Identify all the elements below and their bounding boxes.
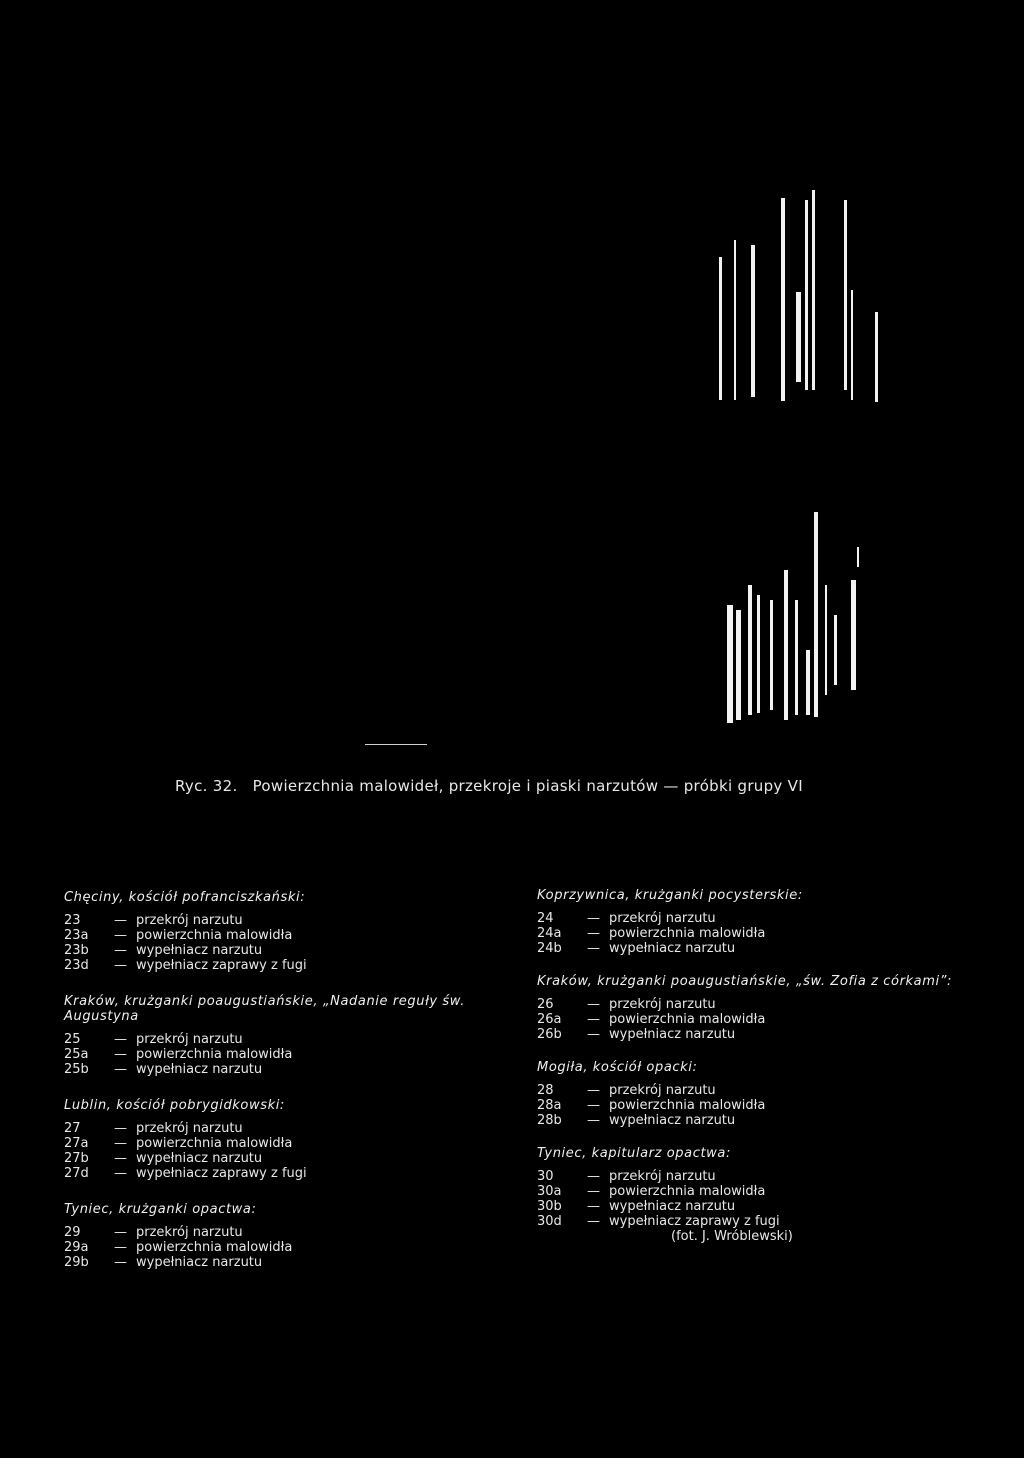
sample-description: powierzchnia malowidła <box>609 1184 766 1199</box>
em-dash: — <box>114 1255 127 1270</box>
sample-code: 30 <box>537 1169 554 1184</box>
sample-code: 26a <box>537 1012 562 1027</box>
sample-code: 27b <box>64 1151 89 1166</box>
location-heading: Chęciny, kościół pofranciszkański: <box>64 890 306 905</box>
sample-description: wypełniacz narzutu <box>136 1151 263 1166</box>
sample-entry <box>537 1027 982 1042</box>
em-dash: — <box>587 1169 600 1184</box>
sample-description: wypełniacz zaprawy z fugi <box>136 958 307 973</box>
sample-description: powierzchnia malowidła <box>136 1240 293 1255</box>
figure-title: Powierzchnia malowideł, przekroje i piaski narzutów — próbki grupy VI <box>252 777 803 795</box>
sample-description: wypełniacz zaprawy z fugi <box>609 1214 780 1229</box>
em-dash: — <box>114 1032 127 1047</box>
sample-description: wypełniacz narzutu <box>609 1199 736 1214</box>
specimen-group <box>537 1060 982 1128</box>
sample-entry <box>64 1166 504 1181</box>
em-dash: — <box>587 1184 600 1199</box>
sample-code: 27d <box>64 1166 89 1181</box>
sample-entry <box>64 928 504 943</box>
sample-entry <box>64 1032 504 1047</box>
em-dash: — <box>114 928 127 943</box>
specimen-group <box>537 888 982 956</box>
sample-entry <box>537 1098 982 1113</box>
sample-code: 25b <box>64 1062 89 1077</box>
sample-code: 27a <box>64 1136 89 1151</box>
sample-code: 30b <box>537 1199 562 1214</box>
specimen-group <box>64 1202 504 1270</box>
sample-description: powierzchnia malowidła <box>609 926 766 941</box>
sample-entry <box>537 1214 982 1229</box>
em-dash: — <box>114 1151 127 1166</box>
specimen-group <box>64 994 504 1077</box>
specimen-group <box>64 1098 504 1181</box>
sample-entry <box>537 911 982 926</box>
sample-code: 25a <box>64 1047 89 1062</box>
sample-code: 24a <box>537 926 562 941</box>
location-heading: Kraków, krużganki poaugustiańskie, „Nadanie reguły św. Augustyna <box>64 994 465 1024</box>
sample-description: wypełniacz narzutu <box>609 1113 736 1128</box>
em-dash: — <box>114 1225 127 1240</box>
sample-code: 29a <box>64 1240 89 1255</box>
sample-description: wypełniacz narzutu <box>136 943 263 958</box>
sample-code: 24b <box>537 941 562 956</box>
em-dash: — <box>114 1136 127 1151</box>
sample-description: przekrój narzutu <box>609 1083 716 1098</box>
sample-code: 23d <box>64 958 89 973</box>
em-dash: — <box>114 958 127 973</box>
sample-entry <box>64 1151 504 1166</box>
em-dash: — <box>114 1121 127 1136</box>
sample-code: 26 <box>537 997 554 1012</box>
sample-entry <box>537 1083 982 1098</box>
sample-entry <box>537 1199 982 1214</box>
sample-description: przekrój narzutu <box>136 913 243 928</box>
sample-description: przekrój narzutu <box>136 1121 243 1136</box>
photo-credit: (fot. J. Wróblewski) <box>671 1229 793 1244</box>
specimen-group <box>537 974 982 1042</box>
left-column <box>64 890 504 1291</box>
specimen-group <box>64 890 504 973</box>
em-dash: — <box>587 1027 600 1042</box>
sample-entry <box>537 997 982 1012</box>
sample-entry <box>537 1113 982 1128</box>
em-dash: — <box>587 941 600 956</box>
sample-code: 30d <box>537 1214 562 1229</box>
sample-code: 28b <box>537 1113 562 1128</box>
sample-entry <box>537 1169 982 1184</box>
location-heading: Tyniec, krużganki opactwa: <box>64 1202 257 1217</box>
sample-description: przekrój narzutu <box>136 1225 243 1240</box>
location-heading: Kraków, krużganki poaugustiańskie, „św. Zofia z córkami”: <box>537 974 953 989</box>
sample-code: 27 <box>64 1121 81 1136</box>
sample-description: przekrój narzutu <box>609 997 716 1012</box>
location-heading: Koprzywnica, krużganki pocysterskie: <box>537 888 803 903</box>
sample-description: wypełniacz zaprawy z fugi <box>136 1166 307 1181</box>
sample-code: 25 <box>64 1032 81 1047</box>
sample-description: przekrój narzutu <box>609 911 716 926</box>
sample-entry <box>537 1012 982 1027</box>
em-dash: — <box>114 1062 127 1077</box>
sample-code: 26b <box>537 1027 562 1042</box>
sample-description: powierzchnia malowidła <box>136 1047 293 1062</box>
em-dash: — <box>587 997 600 1012</box>
sample-entry <box>64 1255 504 1270</box>
sample-description: powierzchnia malowidła <box>609 1012 766 1027</box>
sample-entry <box>64 943 504 958</box>
right-column <box>537 888 982 1262</box>
sample-entry <box>537 1184 982 1199</box>
location-heading: Tyniec, kapitularz opactwa: <box>537 1146 731 1161</box>
em-dash: — <box>114 1240 127 1255</box>
sample-entry <box>64 1136 504 1151</box>
figure-label: Ryc. 32. <box>175 777 238 795</box>
em-dash: — <box>587 1214 600 1229</box>
em-dash: — <box>587 926 600 941</box>
sample-description: powierzchnia malowidła <box>136 1136 293 1151</box>
figure-caption <box>175 777 865 795</box>
sample-description: wypełniacz narzutu <box>136 1255 263 1270</box>
sample-description: powierzchnia malowidła <box>136 928 293 943</box>
sample-entry <box>64 1047 504 1062</box>
em-dash: — <box>114 1166 127 1181</box>
em-dash: — <box>587 1083 600 1098</box>
em-dash: — <box>587 1098 600 1113</box>
sample-entry <box>64 1225 504 1240</box>
em-dash: — <box>587 1012 600 1027</box>
sample-code: 24 <box>537 911 554 926</box>
sample-code: 28 <box>537 1083 554 1098</box>
sample-entry <box>64 913 504 928</box>
em-dash: — <box>587 1113 600 1128</box>
em-dash: — <box>114 913 127 928</box>
sample-entry <box>537 926 982 941</box>
sample-description: wypełniacz narzutu <box>609 1027 736 1042</box>
sample-code: 30a <box>537 1184 562 1199</box>
em-dash: — <box>587 1199 600 1214</box>
sample-description: przekrój narzutu <box>136 1032 243 1047</box>
sample-description: wypełniacz narzutu <box>609 941 736 956</box>
em-dash: — <box>114 1047 127 1062</box>
sample-entry <box>64 1121 504 1136</box>
sample-entry <box>537 941 982 956</box>
sample-code: 29b <box>64 1255 89 1270</box>
em-dash: — <box>114 943 127 958</box>
location-heading: Mogiła, kościół opacki: <box>537 1060 698 1075</box>
upper-streaks <box>719 190 878 402</box>
sample-description: przekrój narzutu <box>609 1169 716 1184</box>
sample-description: powierzchnia malowidła <box>609 1098 766 1113</box>
sample-entry <box>64 1062 504 1077</box>
location-heading: Lublin, kościół pobrygidkowski: <box>64 1098 285 1113</box>
sample-code: 29 <box>64 1225 81 1240</box>
sample-code: 23b <box>64 943 89 958</box>
sample-code: 23a <box>64 928 89 943</box>
specimen-group <box>537 1146 982 1244</box>
lower-streaks <box>727 512 859 723</box>
sample-code: 23 <box>64 913 81 928</box>
sample-entry <box>64 958 504 973</box>
em-dash: — <box>587 911 600 926</box>
rule-line <box>365 744 427 745</box>
sample-description: wypełniacz narzutu <box>136 1062 263 1077</box>
sample-code: 28a <box>537 1098 562 1113</box>
sample-entry <box>64 1240 504 1255</box>
